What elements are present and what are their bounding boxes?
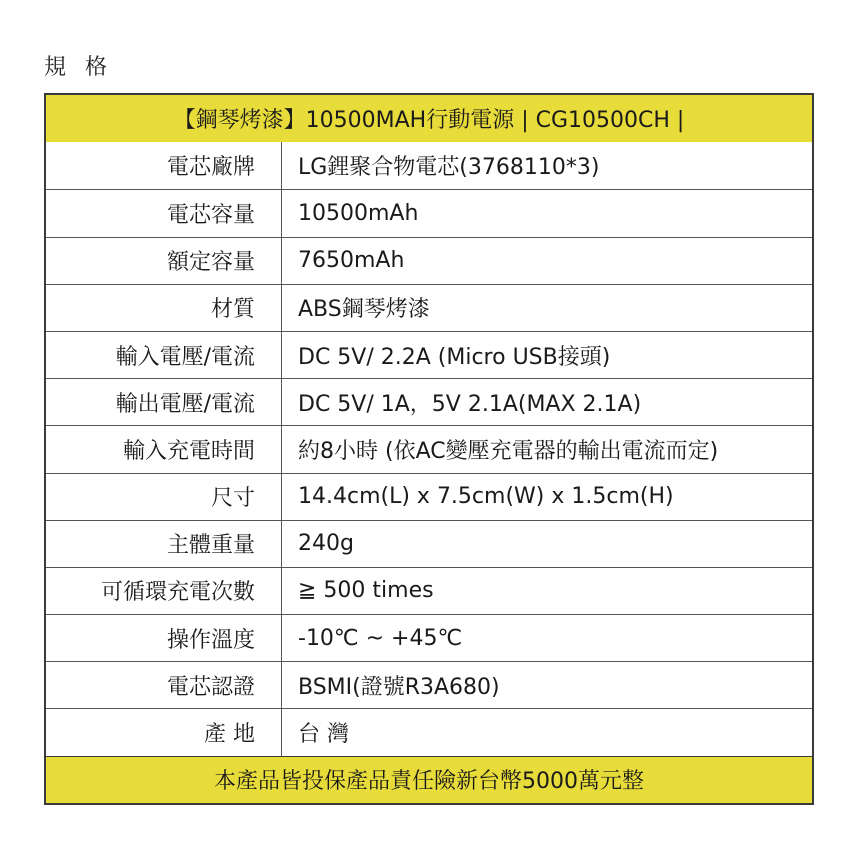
section-title: 規 格 [44, 55, 113, 80]
table-row [46, 142, 812, 189]
table-row [46, 708, 812, 755]
table-row [46, 567, 812, 614]
spec-label: 操作溫度 [46, 615, 282, 661]
spec-value: 240g [298, 531, 354, 557]
spec-label: 輸出電壓/電流 [46, 379, 282, 425]
spec-value: 10500mAh [298, 200, 419, 226]
table-row [46, 284, 812, 331]
spec-value: ABS鋼琴烤漆 [298, 297, 430, 323]
table-row [46, 520, 812, 567]
spec-value: 14.4cm(L) x 7.5cm(W) x 1.5cm(H) [298, 484, 674, 510]
spec-value: -10℃ ~ +45℃ [298, 625, 463, 651]
table-row [46, 614, 812, 661]
spec-label: 產 地 [46, 709, 282, 755]
spec-label: 額定容量 [46, 238, 282, 284]
table-row [46, 425, 812, 472]
spec-value: DC 5V/ 1A，5V 2.1A(MAX 2.1A) [298, 391, 642, 417]
spec-value: ≧ 500 times [298, 578, 434, 604]
spec-label: 輸入電壓/電流 [46, 332, 282, 378]
spec-value: 7650mAh [298, 248, 405, 274]
spec-label: 可循環充電次數 [46, 568, 282, 614]
spec-label: 材質 [46, 285, 282, 331]
table-row [46, 189, 812, 236]
table-row [46, 378, 812, 425]
table-header: 【鋼琴烤漆】10500MAH行動電源 | CG10500CH | [46, 95, 812, 142]
spec-value: DC 5V/ 2.2A (Micro USB接頭) [298, 344, 611, 370]
table-row [46, 237, 812, 284]
spec-label: 尺寸 [46, 474, 282, 520]
table-row [46, 473, 812, 520]
spec-label: 電芯容量 [46, 190, 282, 236]
spec-label: 主體重量 [46, 521, 282, 567]
spec-value: BSMI(證號R3A680) [298, 674, 500, 700]
spec-value: 台 灣 [298, 722, 349, 748]
insurance-footer: 本產品皆投保產品責任險新台幣5000萬元整 [46, 756, 812, 803]
spec-label: 電芯認證 [46, 662, 282, 708]
table-row [46, 331, 812, 378]
spec-label: 電芯廠牌 [46, 142, 282, 189]
table-row [46, 661, 812, 708]
spec-rows [46, 142, 812, 755]
spec-value: LG鋰聚合物電芯(3768110*3) [298, 155, 600, 181]
spec-value: 約8小時 (依AC變壓充電器的輸出電流而定) [298, 438, 719, 464]
spec-table [44, 93, 814, 805]
spec-label: 輸入充電時間 [46, 426, 282, 472]
